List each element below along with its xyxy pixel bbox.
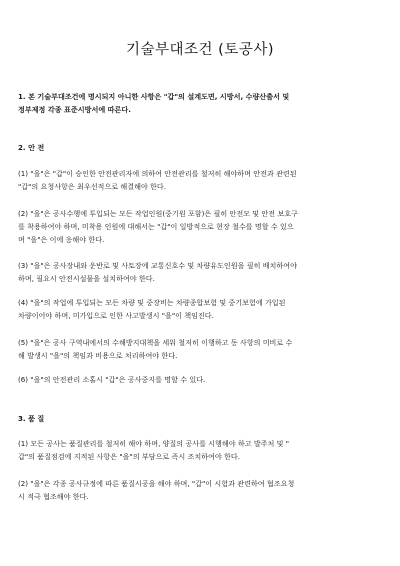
safety-paragraph-4 xyxy=(18,296,368,322)
paragraph-line: 를 착용하여야 하며, 미착용 인원에 대해서는 "갑"이 일방적으로 현장 철수를 명할 수 있으 xyxy=(18,222,294,231)
intro-clause xyxy=(18,90,368,116)
safety-paragraph-1 xyxy=(18,167,368,193)
document-title: 기술부대조건 (토공사) xyxy=(126,42,274,58)
paragraph-line: "갑"의 요청사항은 최우선적으로 해결해야 한다. xyxy=(18,182,166,191)
safety-paragraph-6 xyxy=(18,373,368,386)
paragraph-line: 차량이어야 하며, 미가입으로 인한 사고발생시 "을"이 책임진다. xyxy=(18,311,214,320)
paragraph-line: 하며, 필요시 안전시설물을 설치하여야 한다. xyxy=(18,274,155,283)
paragraph-line: 시 적극 협조해야 한다. xyxy=(18,492,89,501)
quality-paragraph-1 xyxy=(18,437,368,463)
paragraph-line: (6) "을"의 안전관리 소홀시 "갑"은 공사중지를 명할 수 있다. xyxy=(18,375,206,384)
paragraph-line: 며 "을"은 이에 응해야 한다. xyxy=(18,235,105,244)
paragraph-line: (5) "을"은 공사 구역내에서의 수해방지대책을 세워 철저히 이행하고 동 사항의 미비로 수 xyxy=(18,338,293,347)
paragraph-line: (2) "을"은 각종 공사규정에 따른 품질시공을 해야 하며, "갑"이 시험과 관련하여 협조요청 xyxy=(18,479,295,488)
safety-paragraph-3 xyxy=(18,259,368,285)
paragraph-line: (1) 모든 공사는 품질관리를 철저히 해야 하며, 양질의 공사를 시행해야 하고 발주처 및 " xyxy=(18,439,290,448)
paragraph-line: (2) "을"은 공사수행에 투입되는 모든 작업인원(중기원 포함)은 필히 안전모 및 안전 보호구 xyxy=(18,209,298,218)
safety-paragraph-2 xyxy=(18,207,368,246)
safety-paragraph-5 xyxy=(18,336,368,362)
paragraph-line: (3) "을"은 공사장내와 운반로 및 사토장에 교통신호수 및 차량유도인원을 필히 배치하여야 xyxy=(18,261,297,270)
paragraph-line: (1) "을"은 "갑"이 승인한 안전관리자에 의하여 안전관리를 철저히 해야하며 안전과 관련된 xyxy=(18,169,297,178)
quality-paragraph-2 xyxy=(18,477,368,503)
section-heading-safety: 2. 안 전 xyxy=(18,143,45,152)
section-heading-quality: 3. 품 질 xyxy=(18,414,45,423)
intro-line: 정부제정 각종 표준시방서에 따른다. xyxy=(18,105,131,114)
paragraph-line: 갑"의 품질점검에 지적된 사항은 "을"의 부담으로 즉시 조치하여야 한다. xyxy=(18,452,240,461)
paragraph-line: (4) "을"의 작업에 투입되는 모든 차량 및 중장비는 차량종합보험 및 중기보험에 가입된 xyxy=(18,298,286,307)
intro-line: 1. 본 기술부대조건에 명시되지 아니한 사항은 "갑"의 설계도면, 시방서, 수량산출서 및 xyxy=(18,92,290,101)
paragraph-line: 해 발생시 "을"의 책임과 비용으로 처리하여야 한다. xyxy=(18,351,178,360)
